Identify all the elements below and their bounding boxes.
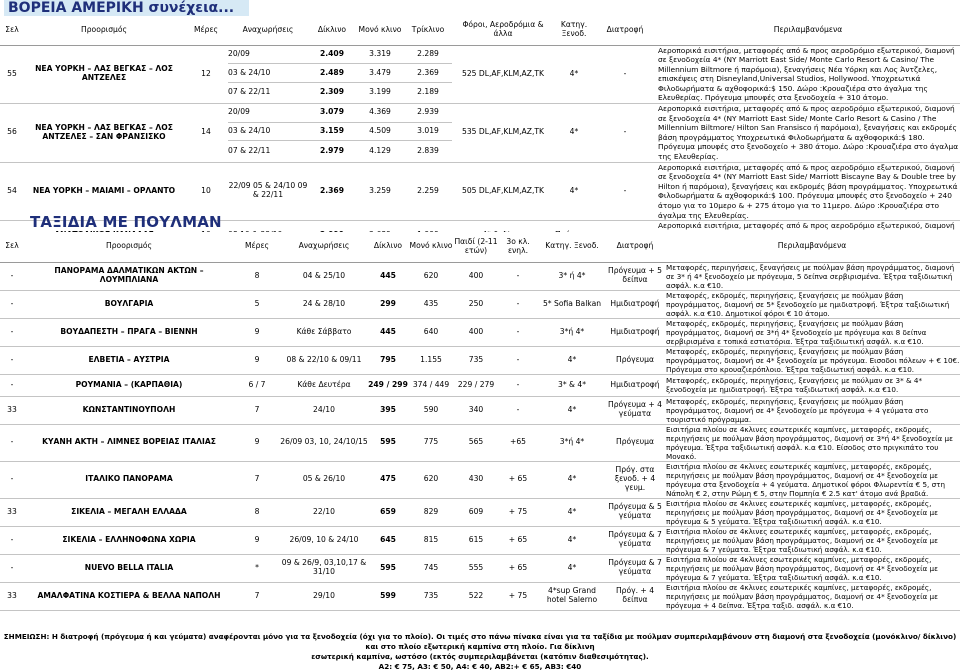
price-double: 3.079 (308, 104, 356, 123)
table-row (0, 554, 960, 582)
footnote-line: εσωτερική καμπίνα, ωστόσο (εκτός συμπεριλαμβάνεται (κατόπιν διαθεσιμότητας). (311, 652, 649, 661)
price-single: 745 (408, 554, 454, 582)
departure-cell: 09 & 26/9, 03,10,17 & 31/10 (280, 554, 368, 582)
board-cell: Ημιδιατροφή (606, 290, 664, 318)
price-child: 555 (454, 554, 498, 582)
departure-cell: 26/09 03, 10, 24/10/15 (280, 424, 368, 461)
inclusions-cell: Μεταφορές, εκδρομές, περιηγήσεις, ξεναγήσεις με πούλμαν βάση προγράμματος, διαμονή σε 4* ξενοδοχεία με πρόγευμα. Εισοδοι πόλεων + € 10€. Πρόγευμα στο κρουαζιερόπλοιο. Έξτρα ταξιδιωτική ασφάλ. κ.α €10. (666, 346, 960, 374)
price-child: 400 (454, 318, 498, 346)
price-triple: 2.839 (404, 141, 452, 162)
table-row (0, 104, 960, 123)
departure-cell: 03 & 24/10 (228, 122, 308, 141)
price-third-bed: + 65 (498, 554, 538, 582)
days-cell: 6 / 7 (234, 374, 280, 396)
col-cat: Κατηγ. Ξενοδ. (538, 232, 606, 262)
price-child: 615 (454, 526, 498, 554)
departure-cell: 22/10 (280, 498, 368, 526)
category-cell: 4* (538, 526, 606, 554)
price-child: 735 (454, 346, 498, 374)
col-dep: Αναχωρήσεις (280, 232, 368, 262)
board-cell: Πρόγ. + 4 δείπνα (606, 582, 664, 610)
taxes-cell: 505 DL,AF,KLM,AZ,TK (452, 162, 554, 221)
price-single: 4.509 (356, 122, 404, 141)
destination-cell: ΒΟΥΔΑΠΕΣΤΗ – ΠΡΑΓΑ – ΒΙΕΝΝΗ (24, 318, 234, 346)
price-third-bed: - (498, 396, 538, 424)
inclusions-cell: Μεταφορές, εκδρομές, περιηγήσεις, ξεναγήσεις με πούλμαν σε 3* & 4* ξενοδοχεία με ημιδιατροφή. Έξτρα ταξιδιωτική ασφάλ. κ.α €10. (664, 374, 960, 396)
table-row (0, 45, 960, 64)
price-double: 2.979 (308, 141, 356, 162)
price-triple: 3.019 (404, 122, 452, 141)
days-cell: 12 (184, 45, 228, 104)
departure-cell: 08 & 22/10 & 09/11 (280, 346, 368, 374)
days-cell: 7 (234, 461, 280, 498)
price-third-bed: - (498, 262, 538, 290)
board-cell: Ημιδιατροφή (606, 374, 664, 396)
board-cell: Πρόγ. στα ξενοδ. + 4 γευμ. (606, 461, 664, 498)
price-double: 445 (368, 318, 408, 346)
col-taxes: Φόροι, Αεροδρόμια & άλλα (452, 16, 554, 45)
page-title: ΒΟΡΕΙΑ ΑΜΕΡΙΚΗ συνέχεια... (4, 0, 249, 16)
price-third-bed: - (498, 318, 538, 346)
category-cell: 4* (554, 104, 594, 163)
price-third-bed: + 75 (498, 498, 538, 526)
price-double: 645 (368, 526, 408, 554)
destination-cell: ΝΕΑ ΥΟΡΚΗ – ΛΑΣ ΒΕΓΚΑΣ – ΛΟΣ ΑΝΤΖΕΛΕΣ – ΣΑΝ ΦΡΑΝΣΙΣΚΟ (24, 104, 184, 163)
destination-cell: ΚΩΝΣΤΑΝΤΙΝΟΥΠΟΛΗ (24, 396, 234, 424)
col-cat: Κατηγ. Ξενοδ. (554, 16, 594, 45)
inclusions-cell: Μεταφορές, περιηγήσεις, ξεναγήσεις με πούλμαν βάση προγράμματος, διαμονή σε 3* ή 4* ξενοδοχείο με πρόγευμα, 5 δείπνα σερβιρισμένα. Έξτρα ταξιδιωτική ασφάλ. κ.α €10. (664, 262, 960, 290)
price-double: 795 (368, 346, 408, 374)
board-cell: - (594, 45, 656, 104)
sel-cell: 33 (0, 582, 24, 610)
sel-cell: 54 (0, 162, 24, 221)
price-child: 400 (454, 262, 498, 290)
price-double: 3.159 (308, 122, 356, 141)
price-double: 2.409 (308, 45, 356, 64)
destination-cell: ΑΜΑΛΦΑΤΙΝΑ ΚΟΣΤΙΕΡΑ & ΒΕΛΛΑ ΝΑΠΟΛΗ (24, 582, 234, 610)
bus-trips-title: ΤΑΞΙΔΙΑ ΜΕ ΠΟΥΛΜΑΝ (30, 213, 222, 231)
sel-cell: 56 (0, 104, 24, 163)
destination-cell: ΣΙΚΕΛΙΑ – ΜΕΓΑΛΗ ΕΛΛΑΔΑ (24, 498, 234, 526)
inclusions-cell: Εισιτήρια πλοίου σε 4κλινες εσωτερικές καμπίνες, μεταφορές, εκδρομές, περιηγήσεις με πούλμαν βάση προγράμματος, διαμονή σε 3*ή 4* ξενοδοχεία με πρόγευμα. Έξτρα ταξιδιωτική ασφάλ. κ.α €10. Είσοδος στο πριγκιπάτο του Μονακό. (664, 424, 960, 461)
board-cell: Πρόγευμα + 5 δείπνα (606, 262, 664, 290)
departure-cell: 24 & 28/10 (280, 290, 368, 318)
price-single: 435 (408, 290, 454, 318)
departure-cell: 07 & 22/11 (228, 141, 308, 162)
inclusions-cell: Εισιτήρια πλοίου σε 4κλινες εσωτερικές καμπίνες, μεταφορές, εκδρομές, περιηγήσεις με πούλμαν βάση προγράμματος, διαμονή σε 4* ξενοδοχεία με πρόγευμα & 7 γεύματα. Έξτρα ταξιδιωτική ασφάλ. κ.α €10. (664, 526, 960, 554)
sel-cell: 33 (0, 396, 24, 424)
inclusions-cell: Εισιτήρια πλοίου σε 4κλινες εσωτερικές καμπίνες, μεταφορές, εκδρομές, περιηγήσεις με πούλμαν βάση προγράμματος, διαμονή σε 4* ξενοδοχεία με πρόγευμα στα ξενοδοχεία + 4 γεύματα. Δημοτικοί φόροι Φλωρεντία € 5, στη Νάπολη € 2, στην Ρώμη € 5, στην Πομπηία € 2.5 κατ' άτομο ανά βραδιά. (664, 461, 960, 498)
table-row (0, 162, 960, 221)
price-third-bed: - (498, 346, 538, 374)
price-single: 4.369 (356, 104, 404, 123)
col-sel: Σελ (0, 16, 24, 45)
category-cell: 4* (538, 396, 606, 424)
col-days: Μέρες (234, 232, 280, 262)
board-cell: Πρόγευμα & 5 γεύματα (606, 498, 664, 526)
price-single: 735 (408, 582, 454, 610)
price-child: 250 (454, 290, 498, 318)
departure-cell: 20/09 (228, 104, 308, 123)
table-row (0, 582, 960, 610)
price-single: 640 (408, 318, 454, 346)
col-board: Διατροφή (606, 232, 664, 262)
price-single: 815 (408, 526, 454, 554)
departure-cell: 05 & 26/10 (280, 461, 368, 498)
sel-cell: - (0, 554, 24, 582)
days-cell: 9 (234, 346, 280, 374)
price-child: 340 (454, 396, 498, 424)
col-child: Παιδί (2-11 ετών) (454, 232, 498, 262)
price-third-bed: + 65 (498, 461, 538, 498)
price-single: 829 (408, 498, 454, 526)
inclusions-cell: Αεροπορικά εισιτήρια, μεταφορές από & προς αεροδρόμιο εξωτερικού, διαμονή σε ξενοδοχεία 4* (NY Marriott East Side/ Monte Carlo Resort & Casino/ The Millennium Biltmore ή παρόμοια), ξεναγήσεις Νέα Υόρκη και Λος Άντζελες, επισκέψεις στη Disneyland,Universal Studios, Hollywood. Υποχρεωτικά Φιλοδωρήματα & αχθοφορικά:$ 150. Δώρο :Κρουαζιέρα στο άγαλμα της Ελευθερίας. Πρόγευμα μπουφές στα ξενοδοχεία + 310 άτομο. (656, 45, 960, 104)
col-days: Μέρες (184, 16, 228, 45)
price-single: 1.155 (408, 346, 454, 374)
bus-trips-table (0, 232, 960, 611)
days-cell: 14 (184, 104, 228, 163)
col-board: Διατροφή (594, 16, 656, 45)
board-cell: Πρόγευμα & 7 γεύματα (606, 554, 664, 582)
table-row (0, 396, 960, 424)
price-triple: 2.289 (404, 45, 452, 64)
board-cell: Πρόγευμα & 7 γεύματα (606, 526, 664, 554)
taxes-cell: 525 DL,AF,KLM,AZ,TK (452, 45, 554, 104)
category-cell: 3*ή 4* (538, 318, 606, 346)
destination-cell: ΝΕΑ ΥΟΡΚΗ – ΜΑΙΑΜΙ – ΟΡΛΑΝΤΟ (24, 162, 184, 221)
departure-cell: 03 & 24/10 (228, 64, 308, 83)
inclusions-cell: Αεροπορικά εισιτήρια, μεταφορές από & προς αεροδρόμιο εξωτερικού, διαμονή (656, 221, 960, 251)
price-double: 249 / 299 (368, 374, 408, 396)
price-double: 595 (368, 424, 408, 461)
category-cell: 4*sup Grand hotel Salerno (538, 582, 606, 610)
footnote (2, 632, 958, 672)
table-row (0, 498, 960, 526)
days-cell: 10 (184, 162, 228, 221)
price-single: 620 (408, 461, 454, 498)
days-cell: 8 (234, 498, 280, 526)
days-cell: 9 (234, 318, 280, 346)
board-cell: Πρόγευμα (606, 346, 664, 374)
footnote-line: ΣΗΜΕΙΩΣΗ: Η διατροφή (πρόγευμα ή και γεύματα) αναφέρονται μόνο για τα ξενοδοχεία (όχι για το πλοίο). Οι τιμές στο πάνω πίνακα είναι για τα ταξίδια με πούλμαν συμπεριλαμβάνουν στη διαμονή στα ξενοδοχεία (μονόκλινο/ δίκλινο) και στο πλοίο εξωτερική καμπίνα στη πλοίο. Για δίκλινη (3, 632, 957, 651)
destination-cell: ΡΟΥΜΑΝΙΑ – (ΚΑΡΠΑΘΙΑ) (24, 374, 234, 396)
col-double: Δίκλινο (308, 16, 356, 45)
category-cell: 4* (538, 554, 606, 582)
days-cell: 8 (234, 262, 280, 290)
price-single: 620 (408, 262, 454, 290)
sel-cell: - (0, 262, 24, 290)
destination-cell: ΙΤΑΛΙΚΟ ΠΑΝΟΡΑΜΑ (24, 461, 234, 498)
sel-cell: - (0, 424, 24, 461)
price-triple: 2.939 (404, 104, 452, 123)
price-third-bed: +65 (498, 424, 538, 461)
category-cell: 4* (538, 346, 606, 374)
departure-cell: 07 & 22/11 (228, 82, 308, 103)
table-row (0, 290, 960, 318)
departure-cell: 24/10 (280, 396, 368, 424)
price-double: 659 (368, 498, 408, 526)
price-double: 599 (368, 582, 408, 610)
col-sel: Σελ (0, 232, 24, 262)
col-dep: Αναχωρήσεις (228, 16, 308, 45)
board-cell: Πρόγευμα + 4 γεύματα (606, 396, 664, 424)
col-incl: Περιλαμβανόμενα (656, 16, 960, 45)
days-cell: 9 (234, 424, 280, 461)
board-cell: Ημιδιατροφή (606, 318, 664, 346)
sel-cell: - (0, 461, 24, 498)
departure-cell: 29/10 (280, 582, 368, 610)
col-triple: Τρίκλινο (404, 16, 452, 45)
price-double: 595 (368, 554, 408, 582)
inclusions-cell: Μεταφορές, εκδρομές, περιηγήσεις, ξεναγήσεις με πούλμαν βάση προγράμματος, διαμονή σε 5* ξενοδοχείο με ημιδιατροφή. Έξτρα ταξιδιωτική ασφάλ. κ.α €10. Δημοτικοί φόροι € 10 άτομο. (664, 290, 960, 318)
price-double: 2.369 (308, 162, 356, 221)
sel-cell: - (0, 346, 24, 374)
departure-cell: 22/09 05 & 24/10 09 & 22/11 (228, 162, 308, 221)
sel-cell: - (0, 318, 24, 346)
inclusions-cell: Εισιτήρια πλοίου σε 4κλινες εσωτερικές καμπίνες, μεταφορές, εκδρομές, περιηγήσεις με πούλμαν βάση προγράμματος, διαμονή σε 4* ξενοδοχεία με πρόγευμα + 4 δείπνα. Έξτρα ταξιδ. ασφάλ. κ.α €10. (664, 582, 960, 610)
destination-cell: ΕΛΒΕΤΙΑ – ΑΥΣΤΡΙΑ (24, 346, 234, 374)
col-single: Μονό κλινο (408, 232, 454, 262)
board-cell: - (594, 162, 656, 221)
price-third-bed: + 75 (498, 582, 538, 610)
destination-cell: ΒΟΥΛΓΑΡΙΑ (24, 290, 234, 318)
table-row (0, 461, 960, 498)
price-single: 775 (408, 424, 454, 461)
price-third-bed: - (498, 374, 538, 396)
category-cell: 3* ή 4* (538, 262, 606, 290)
price-single: 3.199 (356, 82, 404, 103)
category-cell: 4* (554, 45, 594, 104)
table-row (0, 262, 960, 290)
category-cell: 4* (554, 162, 594, 221)
sel-cell: - (0, 290, 24, 318)
footnote-line: Α2: € 75, Α3: € 50, Α4: € 40, ΑΒ2:+ € 65, ΑΒ3: €40 (378, 662, 582, 671)
days-cell: 7 (234, 396, 280, 424)
col-incl: Περιλαμβανόμενα (664, 232, 960, 262)
inclusions-cell: Μεταφορές, εκδρομές, περιηγήσεις, ξεναγήσεις με πούλμαν βάση προγράμματος, διαμονή σε 3*ή 4* ξενοδοχείο με πρόγευμα και 8 δείπνα σερβιρισμένα ε τοπικά εστιατόρια. Έξτρα ταξιδιωτική ασφάλ. κ.α €10. (664, 318, 960, 346)
col-double: Δίκλινο (368, 232, 408, 262)
days-cell: * (234, 554, 280, 582)
destination-cell: ΣΙΚΕΛΙΑ – ΕΛΛΗΝΟΦΩΝΑ ΧΩΡΙΑ (24, 526, 234, 554)
destination-cell: ΚΥΑΝΗ ΑΚΤΗ – ΛΙΜΝΕΣ ΒΟΡΕΙΑΣ ΙΤΑΛΙΑΣ (24, 424, 234, 461)
price-double: 395 (368, 396, 408, 424)
price-single: 374 / 449 (408, 374, 454, 396)
price-single: 3.259 (356, 162, 404, 221)
price-triple: 2.259 (404, 162, 452, 221)
price-double: 299 (368, 290, 408, 318)
board-cell: - (594, 104, 656, 163)
price-triple: 2.189 (404, 82, 452, 103)
destination-cell: NUEVO BELLA ITALIA (24, 554, 234, 582)
departure-cell: 26/09, 10 & 24/10 (280, 526, 368, 554)
inclusions-cell: Εισιτήρια πλοίου σε 4κλινες εσωτερικές καμπίνες, μεταφορές, εκδρομές, περιηγήσεις με πούλμαν βάση προγράμματος, διαμονή σε 4* ξενοδοχεία με πρόγευμα & 5 γεύματα. Έξτρα ταξιδιωτική ασφάλ. κ.α €10. (664, 498, 960, 526)
price-third-bed: - (498, 290, 538, 318)
col-dest: Προορισμός (24, 16, 184, 45)
price-double: 2.489 (308, 64, 356, 83)
days-cell: 9 (234, 526, 280, 554)
category-cell: 4* (538, 461, 606, 498)
departure-cell: 04 & 25/10 (280, 262, 368, 290)
price-third-bed: + 65 (498, 526, 538, 554)
price-double: 445 (368, 262, 408, 290)
inclusions-cell: Αεροπορικά εισιτήρια, μεταφορές από & προς αεροδρόμιο εξωτερικού, διαμονή σε ξενοδοχεία 4* (NY Marriott East Side/ Marriott Biscayne Bay & Double tree by Hilton ή παρόμοια), ξεναγήσεις και εκδρομές βάση προγράμματος. Υποχρεωτικά Φιλοδωρήματα & αχθοφορικά:$ 100. Πρόγευμα μπουφές στο ξενοδοχείο + 240 άτομο για το 10μερο & + 275 άτομο για το 11μερο. Δώρο :Κρουαζιέρα στο άγαλμα της Ελευθερίας. (656, 162, 960, 221)
price-single: 3.319 (356, 45, 404, 64)
inclusions-cell: Αεροπορικά εισιτήρια, μεταφορές από & προς αεροδρόμιο εξωτερικού, διαμονή σε ξενοδοχεία 4* (NY Marriott East Side/ Monte Carlo Resort & Casino / The Millennium Biltmore/ Hilton San Fransisco ή παρόμοια), ξεναγήσεις και εκδρομές βάση προγράμματος Υποχρεωτικά Φιλοδωρήματα & αχθοφορικά:$ 180. Πρόγευμα μπουφές στο ξενοδοχείο + 380 άτομο. Δώρο :Κρουαζιέρα στο άγαλμα της Ελευθερίας. (658, 104, 959, 162)
table-row (0, 526, 960, 554)
price-triple: 2.369 (404, 64, 452, 83)
departure-cell: Κάθε Δευτέρα (280, 374, 368, 396)
category-cell: 3*ή 4* (538, 424, 606, 461)
price-child: 229 / 279 (454, 374, 498, 396)
col-dest: Προορισμός (24, 232, 234, 262)
price-child: 430 (454, 461, 498, 498)
sel-cell: - (0, 374, 24, 396)
inclusions-cell: Μεταφορές, εκδρομές, περιηγήσεις, ξεναγήσεις με πούλμαν βάση προγράμματος, διαμονή σε 4* ξενοδοχείο με πρόγευμα + 4 γεύματα στο τουριστικό πρόγραμμα. (664, 396, 960, 424)
price-child: 609 (454, 498, 498, 526)
board-cell: Πρόγευμα (606, 424, 664, 461)
col-bed3: 3ο κλ. ενηλ. (498, 232, 538, 262)
table-row (0, 374, 960, 396)
price-double: 475 (368, 461, 408, 498)
destination-cell: ΝΕΑ ΥΟΡΚΗ – ΛΑΣ ΒΕΓΚΑΣ – ΛΟΣ ΑΝΤΖΕΛΕΣ (24, 45, 184, 104)
price-single: 590 (408, 396, 454, 424)
days-cell: 7 (234, 582, 280, 610)
price-double: 2.309 (308, 82, 356, 103)
category-cell: 4* (538, 498, 606, 526)
sel-cell: 33 (0, 498, 24, 526)
sel-cell: 55 (0, 45, 24, 104)
days-cell: 5 (234, 290, 280, 318)
category-cell: 5* Sofia Balkan (538, 290, 606, 318)
table-row (0, 424, 960, 461)
departure-cell: 20/09 (228, 45, 308, 64)
inclusions-cell: Εισιτήρια πλοίου σε 4κλινες εσωτερικές καμπίνες, μεταφορές, εκδρομές, περιηγήσεις με πούλμαν βάση προγράμματος, διαμονή σε 4* ξενοδοχεία με πρόγευμα & 7 γεύματα. Έξτρα ταξιδιωτική ασφάλ. κ.α €10. (664, 554, 960, 582)
price-child: 522 (454, 582, 498, 610)
table-row (0, 346, 960, 374)
table-row (0, 318, 960, 346)
price-child: 565 (454, 424, 498, 461)
sel-cell: - (0, 526, 24, 554)
col-single: Μονό κλινο (356, 16, 404, 45)
price-single: 4.129 (356, 141, 404, 162)
departure-cell: Κάθε Σάββατο (280, 318, 368, 346)
category-cell: 3* & 4* (538, 374, 606, 396)
destination-cell: ΠΑΝΟΡΑΜΑ ΔΑΛΜΑΤΙΚΩΝ ΑΚΤΩΝ – ΛΟΥΜΠΛΙΑΝΑ (24, 262, 234, 290)
taxes-cell: 535 DL,AF,KLM,AZ,TK (452, 104, 554, 163)
price-single: 3.479 (356, 64, 404, 83)
